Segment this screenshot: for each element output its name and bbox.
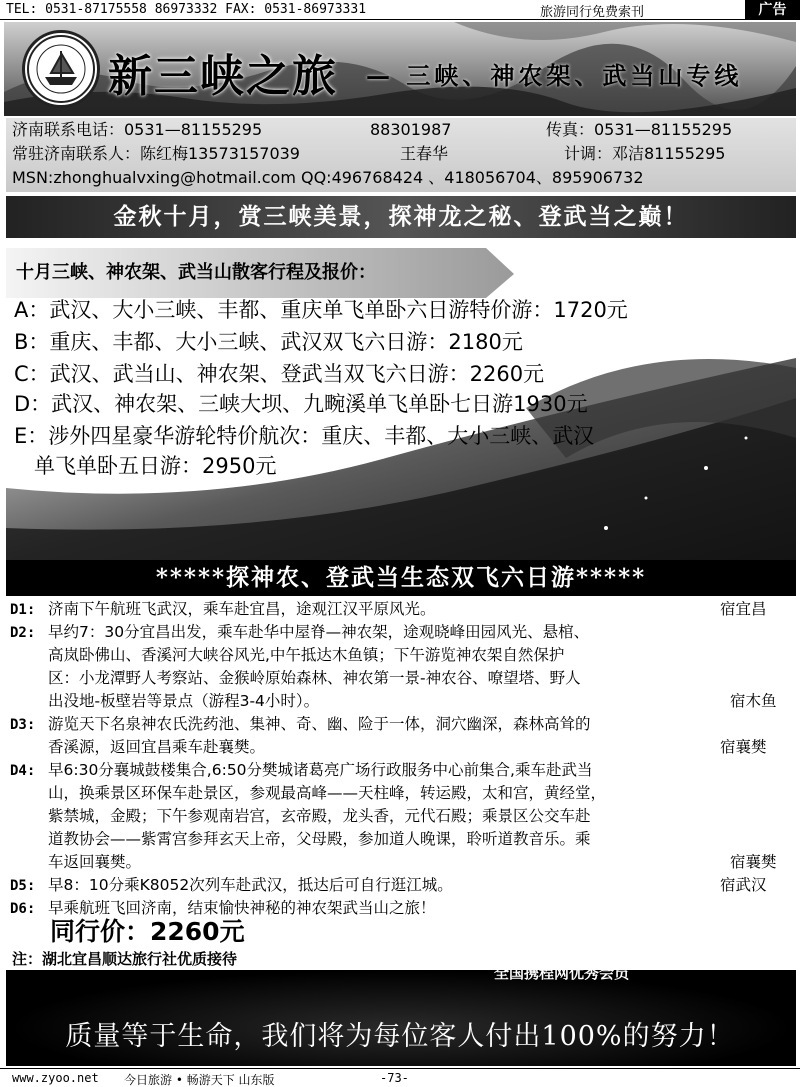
day-3-line-2: 香溪源，返回宜昌乘车赴襄樊。 (48, 738, 266, 756)
day-3-stay: 宿襄樊 (720, 738, 767, 756)
day-4-line-3: 紫禁城，金殿；下午参观南岩宫，玄帝殿，龙头香，元代石殿；乘景区公交车赴 (48, 807, 591, 825)
day-label: D2: (10, 625, 36, 641)
day-2-line-2: 高岚卧佛山、香溪河大峡谷风光,中午抵达木鱼镇；下午游览神农架自然保护 (48, 646, 565, 664)
brand-subtitle: — 三峡、神农架、武当山专线 (366, 61, 743, 90)
slogan-bar-autumn: 金秋十月，赏三峡美景，探神龙之秘、登武当之巅！ (6, 196, 796, 238)
day-1 (10, 598, 436, 622)
day-label: D6: (10, 901, 36, 917)
day-3-line-1: 游览天下名泉神农氏洗药池、集神、奇、幽、险于一体，洞穴幽深，森林高耸的 (48, 715, 591, 733)
header-banner (4, 22, 796, 116)
day-2-stay: 宿木鱼 (730, 692, 777, 710)
day-6-line-1: 早乘航班飞回济南，结束愉快神秘的神农架武当山之旅！ (48, 899, 436, 917)
day-2-line-4: 出没地-板壁岩等景点（游程3-4小时）。 (48, 692, 320, 710)
tour-title: 十月三峡、神农架、武当山散客行程及报价： (16, 262, 376, 283)
day-label: D1: (10, 602, 36, 618)
day-6 (10, 897, 48, 921)
member-badge: 全国携程网优秀会员 (494, 964, 630, 982)
day-5 (10, 874, 48, 898)
route-d: D：武汉、神农架、三峡大坝、九畹溪单飞单卧七日游1930元 (14, 392, 588, 416)
day-1-stay: 宿宜昌 (720, 600, 767, 618)
peer-price: 同行价：2260元 (50, 917, 245, 946)
day-4 (10, 759, 48, 783)
day-4-stay: 宿襄樊 (730, 853, 777, 871)
contact-msn-qq: MSN:zhonghualvxing@hotmail.com QQ:496768424 、418056704、895906732 (12, 168, 644, 187)
route-a: A：武汉、大小三峡、丰都、重庆单飞单卧六日游特价游：1720元 (14, 298, 628, 322)
tour-price-section (6, 238, 796, 560)
brand-title: 新三峡之旅 (108, 51, 338, 102)
route-e: E：涉外四星豪华游轮特价航次：重庆、丰都、大小三峡、武汉 (14, 424, 595, 448)
day-label: D4: (10, 763, 36, 779)
contact-dispatch: 计调：邓洁81155295 (564, 144, 726, 163)
route-c: C：武汉、武当山、神农架、登武当双飞六日游：2260元 (14, 362, 545, 386)
route-b: B：重庆、丰都、大小三峡、武汉双飞六日游：2180元 (14, 330, 523, 354)
day-4-line-2: 山，换乘景区环保车赴景区，参观最高峰——天柱峰，转运殿，太和宫，黄经堂， (48, 784, 607, 802)
contact-tel: 济南联系电话：0531—81155295 (12, 120, 263, 139)
ad-badge: 广告 (745, 0, 800, 20)
page-number: -73- (380, 1071, 409, 1085)
day-2-line-3: 区：小龙潭野人考察站、金猴岭原始森林、神农第一景-神农谷、嘹望塔、野人 (48, 669, 581, 687)
day-4-line-5: 车返回襄樊。 (48, 853, 142, 871)
reception-note: 注：湖北宜昌顺达旅行社优质接待 (12, 950, 238, 968)
day-2 (10, 621, 48, 645)
contact-person-2: 王春华 (400, 144, 449, 163)
day-3 (10, 713, 48, 737)
day-label: D5: (10, 878, 36, 894)
company-logo (22, 30, 100, 108)
route-e-cont: 单飞单卧五日游：2950元 (14, 454, 277, 478)
day-5-stay: 宿武汉 (720, 876, 767, 894)
top-strip (0, 0, 800, 20)
contact-person: 常驻济南联系人：陈红梅13573157039 (12, 144, 300, 163)
contact-block (6, 118, 796, 192)
day-text: 济南下午航班飞武汉，乘车赴宜昌，途观江汉平原风光。 (48, 600, 436, 618)
top-tel-fax: TEL: 0531-87175558 86973332 FAX: 0531-86973331 (6, 2, 367, 17)
day-4-line-4: 道教协会——紫霄宫参拜玄天上帝，父母殿，参加道人晚课，聆听道教音乐。乘 (48, 830, 591, 848)
top-slogan: 旅游同行免费索刊 (540, 5, 645, 20)
slogan-bar-itinerary: *****探神农、登武当生态双飞六日游***** (6, 560, 796, 596)
day-5-line-1: 早8：10分乘K8052次列车赴武汉，抵达后可自行逛江城。 (48, 876, 453, 894)
ship-icon (25, 33, 97, 105)
day-4-line-1: 早6:30分襄城鼓楼集合,6:50分樊城诸葛亮广场行政服务中心前集合,乘车赴武当 (48, 761, 593, 779)
day-label: D3: (10, 717, 36, 733)
page-footer (0, 1068, 800, 1087)
contact-fax: 传真：0531—81155295 (546, 120, 733, 139)
motto: 质量等于生命，我们将为每位客人付出100%的努力！ (65, 1021, 735, 1052)
day-2-line-1: 早约7：30分宜昌出发，乘车赴华中屋脊—神农架，途观晓峰田园风光、悬棺、 (48, 623, 590, 641)
contact-tel-extra: 88301987 (370, 120, 452, 139)
footer-slogan: 今日旅游 • 畅游天下 山东版 (124, 1073, 275, 1087)
footer-site: www.zyoo.net (12, 1071, 99, 1085)
